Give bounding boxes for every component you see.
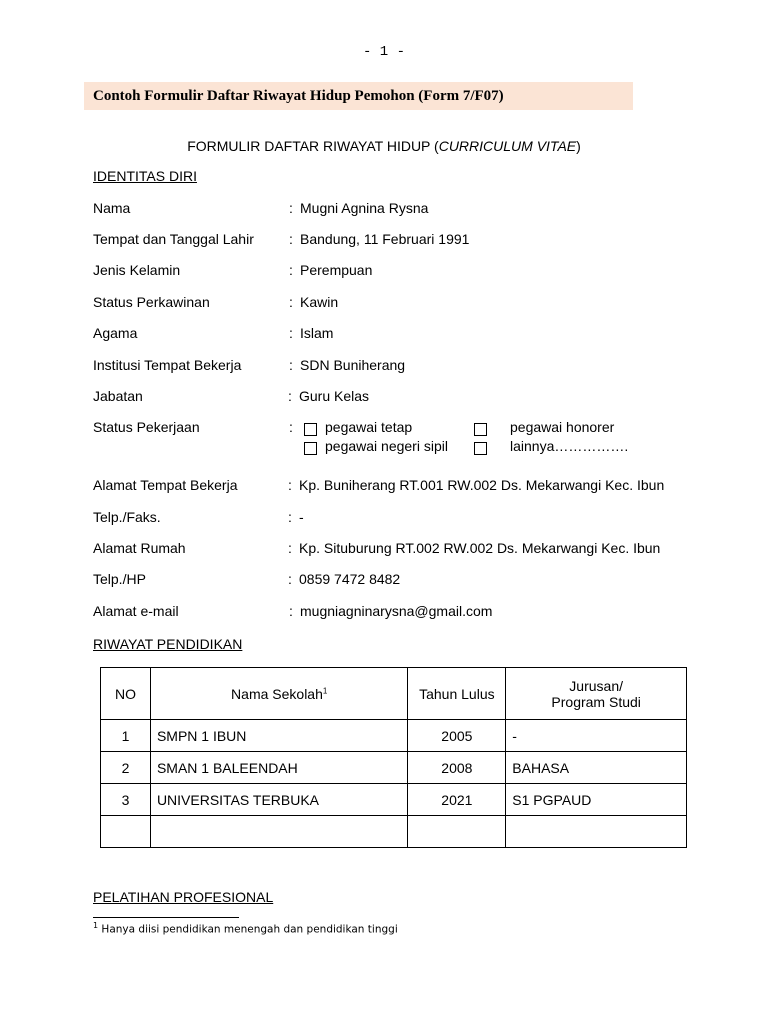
field-label: Jabatan: [93, 388, 143, 404]
field-colon: :: [289, 294, 293, 310]
field-colon: :: [288, 540, 292, 556]
education-table: [100, 667, 687, 848]
field-colon: :: [289, 325, 293, 341]
field-colon: :: [289, 603, 293, 619]
field-colon: :: [288, 388, 292, 404]
form-title-suffix: ): [576, 138, 581, 154]
field-value-name: Mugni Agnina Rysna: [300, 200, 429, 216]
page-number: - 1 -: [362, 44, 405, 60]
field-value-institution: SDN Buniherang: [300, 357, 406, 373]
field-value-religion: Islam: [300, 325, 334, 341]
field-value-position: Guru Kelas: [299, 388, 370, 404]
cell-no: 2: [101, 752, 151, 784]
header-year: Tahun Lulus: [408, 668, 506, 720]
cell-no: [101, 816, 151, 848]
field-colon: :: [289, 200, 293, 216]
field-value-home-address: Kp. Situburung RT.002 RW.002 Ds. Mekarwangi Kec. Ibun: [299, 540, 661, 556]
footnote-mark: 1: [93, 921, 99, 930]
field-label: Jenis Kelamin: [93, 262, 181, 278]
banner-title: Contoh Formulir Daftar Riwayat Hidup Pemohon (Form 7/F07): [93, 88, 504, 104]
cell-major: [506, 816, 687, 848]
field-label: Agama: [93, 325, 138, 341]
table-row: [101, 720, 687, 752]
footnote-ref: 1: [322, 685, 328, 695]
cell-major: -: [506, 720, 687, 752]
table-row: [101, 752, 687, 784]
field-label: Alamat Rumah: [93, 540, 186, 556]
header-school: [150, 668, 408, 720]
cell-year: 2021: [408, 784, 506, 816]
cell-school: SMPN 1 IBUN: [150, 720, 408, 752]
field-colon: :: [288, 509, 292, 525]
cell-year: 2005: [408, 720, 506, 752]
form-title-prefix: FORMULIR DAFTAR RIWAYAT HIDUP (: [187, 138, 439, 154]
field-value-mobile: 0859 7472 8482: [299, 571, 401, 587]
footnote-divider: [93, 917, 239, 918]
field-colon: :: [289, 419, 293, 435]
footnote-text: Hanya diisi pendidikan menengah dan pendidikan tinggi: [98, 923, 398, 936]
field-value-work-phone: -: [299, 509, 304, 525]
footnote: [93, 921, 398, 936]
checkbox-honorary[interactable]: [474, 423, 487, 436]
field-label: Tempat dan Tanggal Lahir: [93, 231, 254, 247]
header-major-line1: Jurusan/: [569, 677, 623, 694]
cell-no: 1: [101, 720, 151, 752]
field-label: Status Perkawinan: [93, 294, 210, 310]
cell-year: [408, 816, 506, 848]
field-label: Status Pekerjaan: [93, 419, 200, 435]
field-label: Nama: [93, 200, 131, 216]
field-label: Telp./Faks.: [93, 509, 161, 525]
cell-school: UNIVERSITAS TERBUKA: [150, 784, 408, 816]
field-label: Alamat e-mail: [93, 603, 179, 619]
form-title-italic: CURRICULUM VITAE: [438, 138, 577, 154]
checkbox-permanent[interactable]: [304, 423, 317, 436]
field-colon: :: [289, 262, 293, 278]
field-colon: :: [288, 477, 292, 493]
form-title: [0, 138, 768, 154]
field-value-birth: Bandung, 11 Februari 1991: [300, 231, 470, 247]
header-major: [506, 668, 687, 720]
field-label: Alamat Tempat Bekerja: [93, 477, 238, 493]
field-value-marital: Kawin: [300, 294, 339, 310]
field-colon: :: [288, 571, 292, 587]
table-row: [101, 816, 687, 848]
cell-major: S1 PGPAUD: [506, 784, 687, 816]
checkbox-civil-servant[interactable]: [304, 442, 317, 455]
field-label: Telp./HP: [93, 571, 146, 587]
field-colon: :: [289, 231, 293, 247]
field-label: Institusi Tempat Bekerja: [93, 357, 242, 373]
education-heading: RIWAYAT PENDIDIKAN: [93, 636, 243, 652]
option-honorary: pegawai honorer: [510, 419, 615, 435]
field-value-email: mugniagninarysna@gmail.com: [300, 603, 493, 619]
identity-heading: IDENTITAS DIRI: [93, 168, 197, 184]
cell-year: 2008: [408, 752, 506, 784]
field-value-work-address: Kp. Buniherang RT.001 RW.002 Ds. Mekarwangi Kec. Ibun: [299, 477, 665, 493]
checkbox-other[interactable]: [474, 442, 487, 455]
table-row: [101, 784, 687, 816]
cell-no: 3: [101, 784, 151, 816]
training-heading: PELATIHAN PROFESIONAL: [93, 889, 274, 905]
table-header-row: [101, 668, 687, 720]
header-major-line2: Program Studi: [551, 693, 641, 710]
field-value-gender: Perempuan: [300, 262, 373, 278]
header-school-label: Nama Sekolah: [231, 685, 323, 702]
field-colon: :: [289, 357, 293, 373]
option-other: lainnya…………….: [510, 438, 629, 454]
option-civil-servant: pegawai negeri sipil: [325, 438, 448, 454]
cell-major: BAHASA: [506, 752, 687, 784]
header-no: NO: [101, 668, 151, 720]
cell-school: SMAN 1 BALEENDAH: [150, 752, 408, 784]
option-permanent: pegawai tetap: [325, 419, 413, 435]
cell-school: [150, 816, 408, 848]
